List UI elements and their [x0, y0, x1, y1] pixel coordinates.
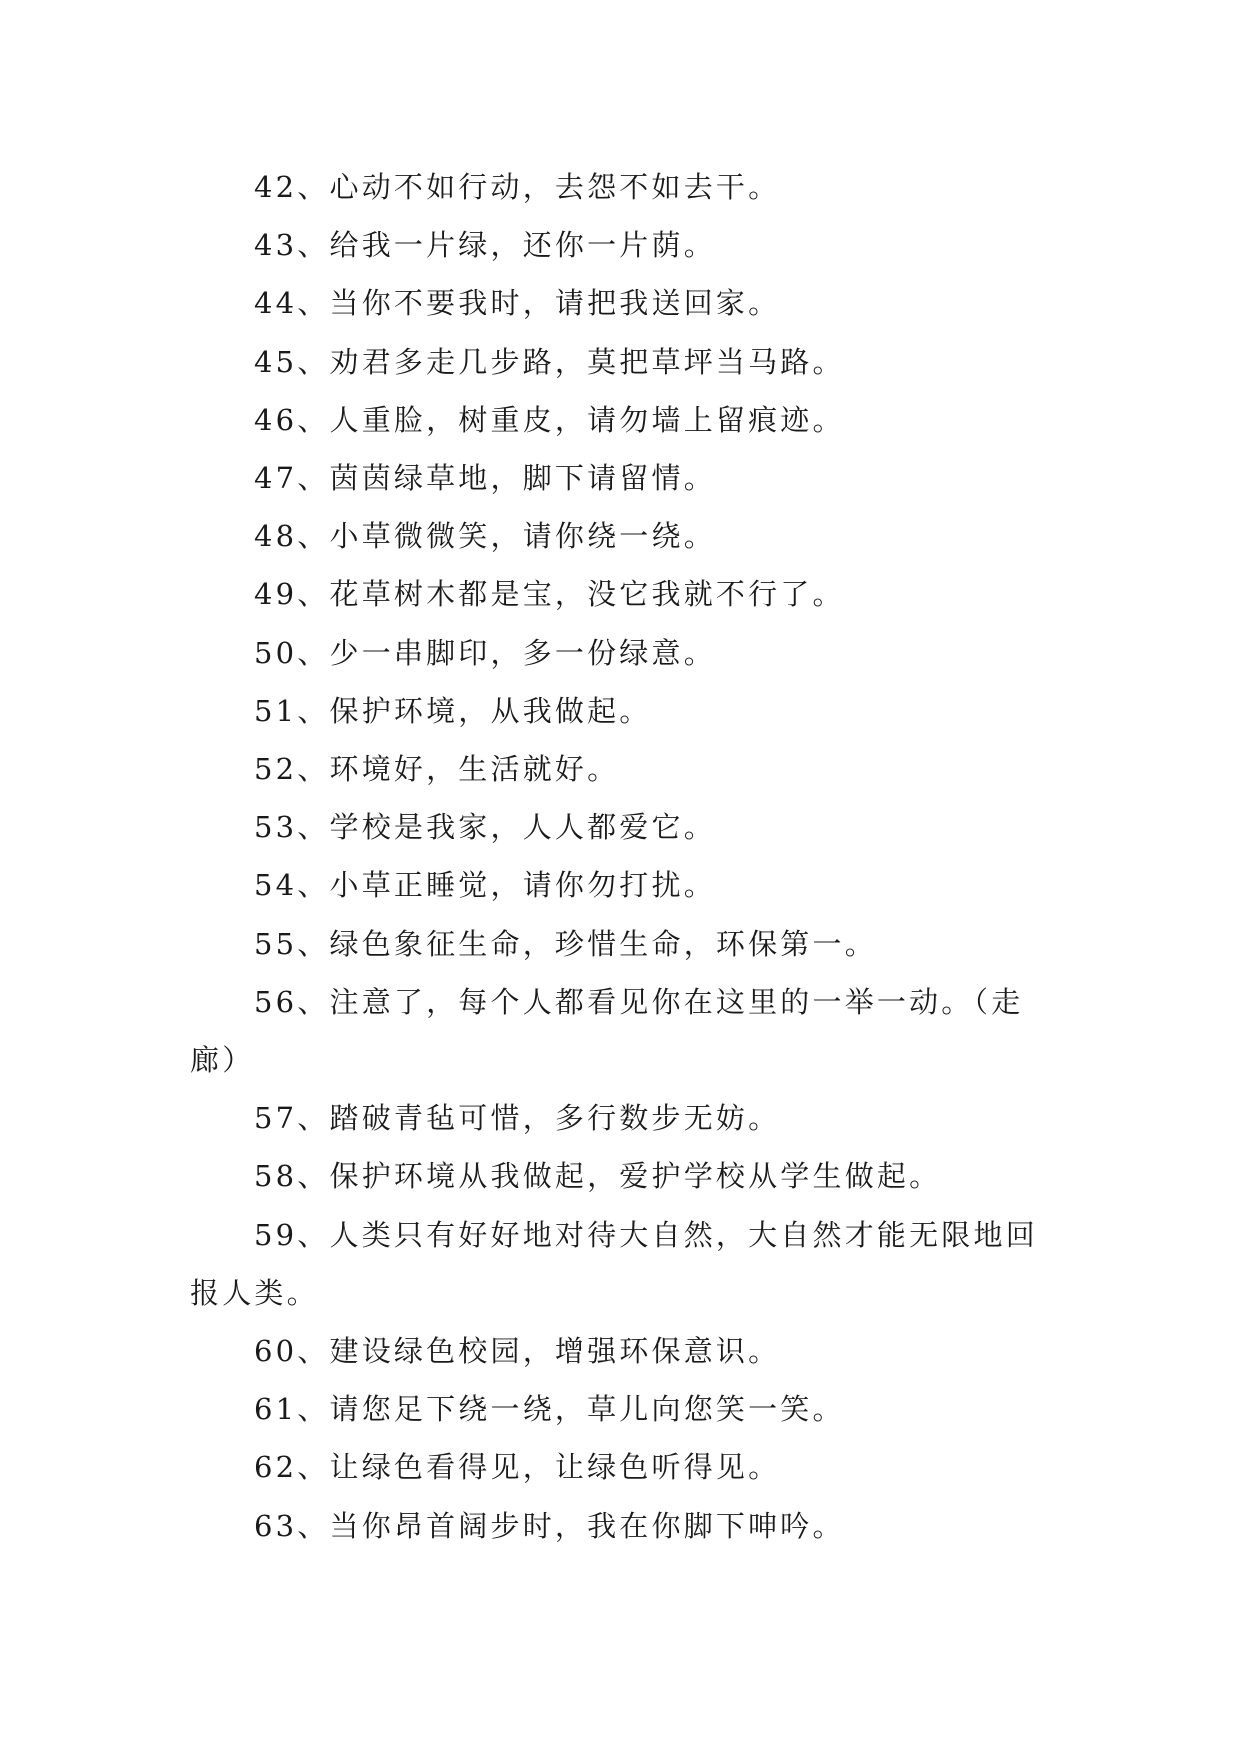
list-item: 42、心动不如行动，去怨不如去干。 — [254, 170, 781, 204]
list-item: 60、建设绿色校园，增强环保意识。 — [254, 1334, 781, 1369]
list-item: 52、环境好，生活就好。 — [254, 752, 620, 787]
list-item: 50、少一串脚印，多一份绿意。 — [254, 635, 716, 670]
list-item: 43、给我一片绿，还你一片荫。 — [254, 228, 716, 263]
list-item: 63、当你昂首阔步时，我在你脚下呻吟。 — [254, 1508, 845, 1543]
list-item: 57、踏破青毡可惜，多行数步无妨。 — [254, 1101, 781, 1136]
list-item: 61、请您足下绕一绕，草儿向您笑一笑。 — [254, 1392, 845, 1427]
slogan-list — [190, 158, 1052, 1555]
list-item: 46、人重脸，树重皮，请勿墙上留痕迹。 — [254, 402, 845, 437]
list-item: 51、保护环境，从我做起。 — [254, 693, 652, 728]
list-item: 48、小草微微笑，请你绕一绕。 — [254, 519, 716, 554]
list-item: 54、小草正睡觉，请你勿打扰。 — [254, 868, 716, 903]
list-item: 59、人类只有好好地对待大自然，大自然才能无限地回报人类。 — [190, 1217, 1038, 1310]
list-item: 47、茵茵绿草地，脚下请留情。 — [254, 461, 716, 496]
list-item: 53、学校是我家，人人都爱它。 — [254, 810, 716, 845]
list-item: 49、花草树木都是宝，没它我就不行了。 — [254, 577, 845, 612]
list-item: 55、绿色象征生命，珍惜生命，环保第一。 — [254, 926, 877, 961]
list-item: 58、保护环境从我做起，爱护学校从学生做起。 — [254, 1159, 942, 1194]
list-item: 45、劝君多走几步路，莫把草坪当马路。 — [254, 344, 845, 379]
list-item: 44、当你不要我时，请把我送回家。 — [254, 286, 781, 321]
list-item: 62、让绿色看得见，让绿色听得见。 — [254, 1450, 781, 1485]
list-item: 56、注意了，每个人都看见你在这里的一举一动。（走廊） — [190, 984, 1024, 1078]
